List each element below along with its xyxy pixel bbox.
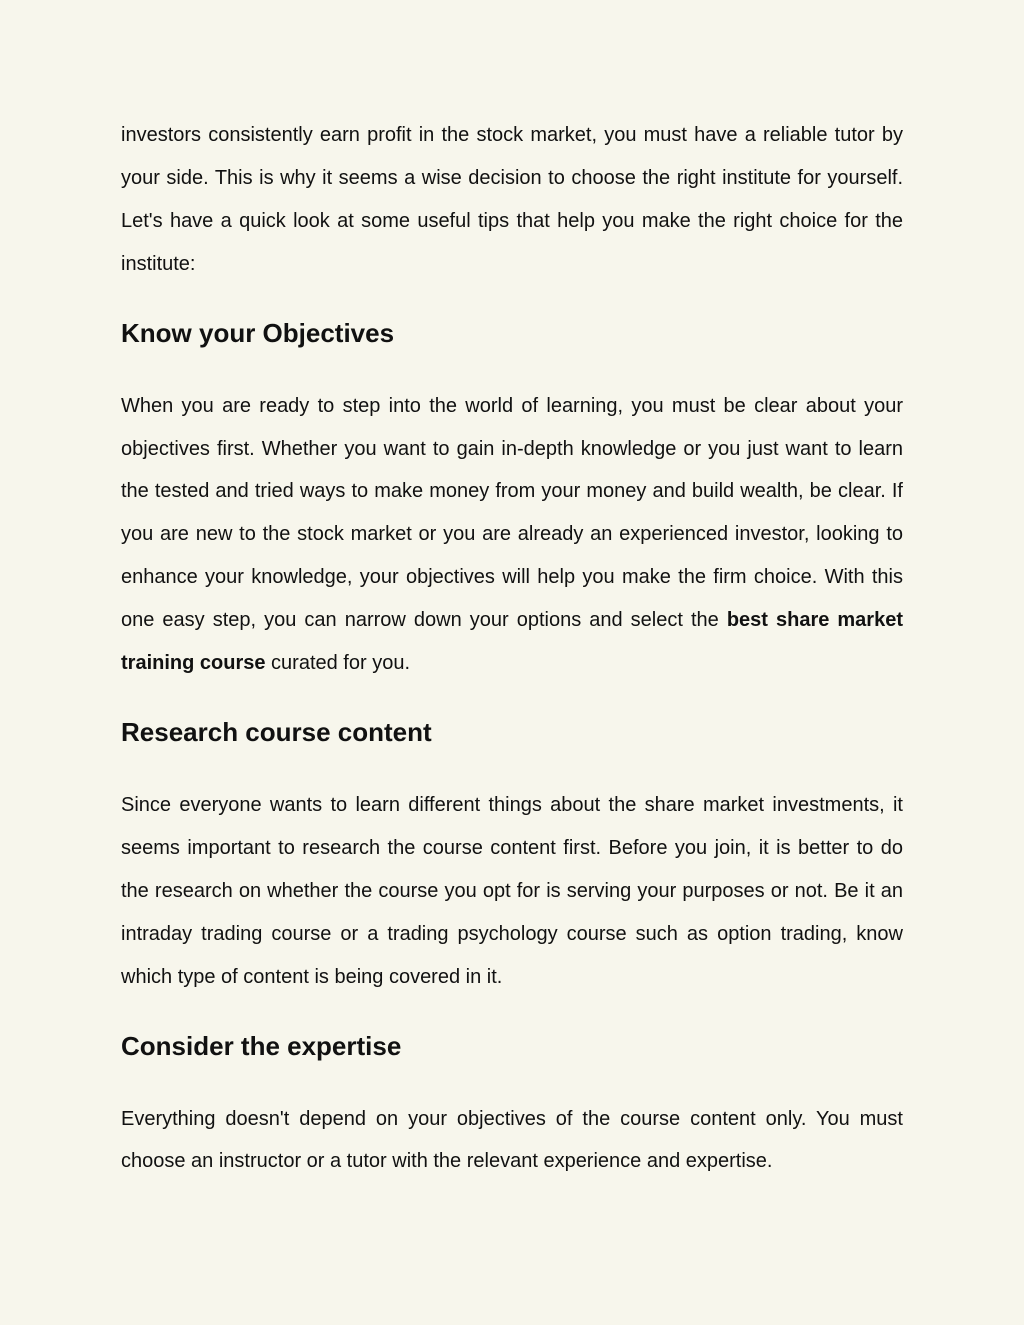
intro-paragraph: investors consistently earn profit in the stock market, you must have a reliable tutor by your side. This is why it seems a wise decision to choose the right institute for yourself. Let's have a quick look at some useful tips that help you make the right choice for the institute: (121, 124, 903, 275)
section-heading-objectives: Know your Objectives (121, 317, 395, 348)
paragraph-text: When you are ready to step into the world of learning, you must be clear about your objectives first. Whether you want to gain in-depth knowledge or you just want to learn the tested and tried ways to make money from your money and build wealth, be clear. If you are new to the stock market or you are already an experienced investor, looking to enhance your knowledge, your objectives will help you make the firm choice. With this one easy step, you can narrow down your options and select the (121, 394, 903, 632)
section-paragraph-research: Since everyone wants to learn different things about the share market investments, it seems important to research the course content first. Before you join, it is better to do the research on whether the course you opt for is serving your purposes or not. Be it an intraday trading course or a trading psychology course such as option trading, know which type of content is being covered in it. (121, 793, 903, 988)
spacer (121, 752, 903, 784)
spacer (121, 1066, 903, 1098)
spacer (121, 685, 903, 712)
spacer (121, 999, 903, 1026)
spacer (121, 286, 903, 313)
document-body (121, 114, 903, 1183)
section-paragraph-expertise: Everything doesn't depend on your objectives of the course content only. You must choose an instructor or a tutor with the relevant experience and expertise. (121, 1107, 903, 1173)
bold-keyword: best share market training course (121, 609, 903, 675)
paragraph-text: curated for you. (265, 652, 411, 675)
section-heading-research: Research course content (121, 716, 432, 747)
spacer (121, 353, 903, 385)
section-heading-expertise: Consider the expertise (121, 1030, 402, 1061)
section-paragraph-objectives (121, 385, 903, 685)
